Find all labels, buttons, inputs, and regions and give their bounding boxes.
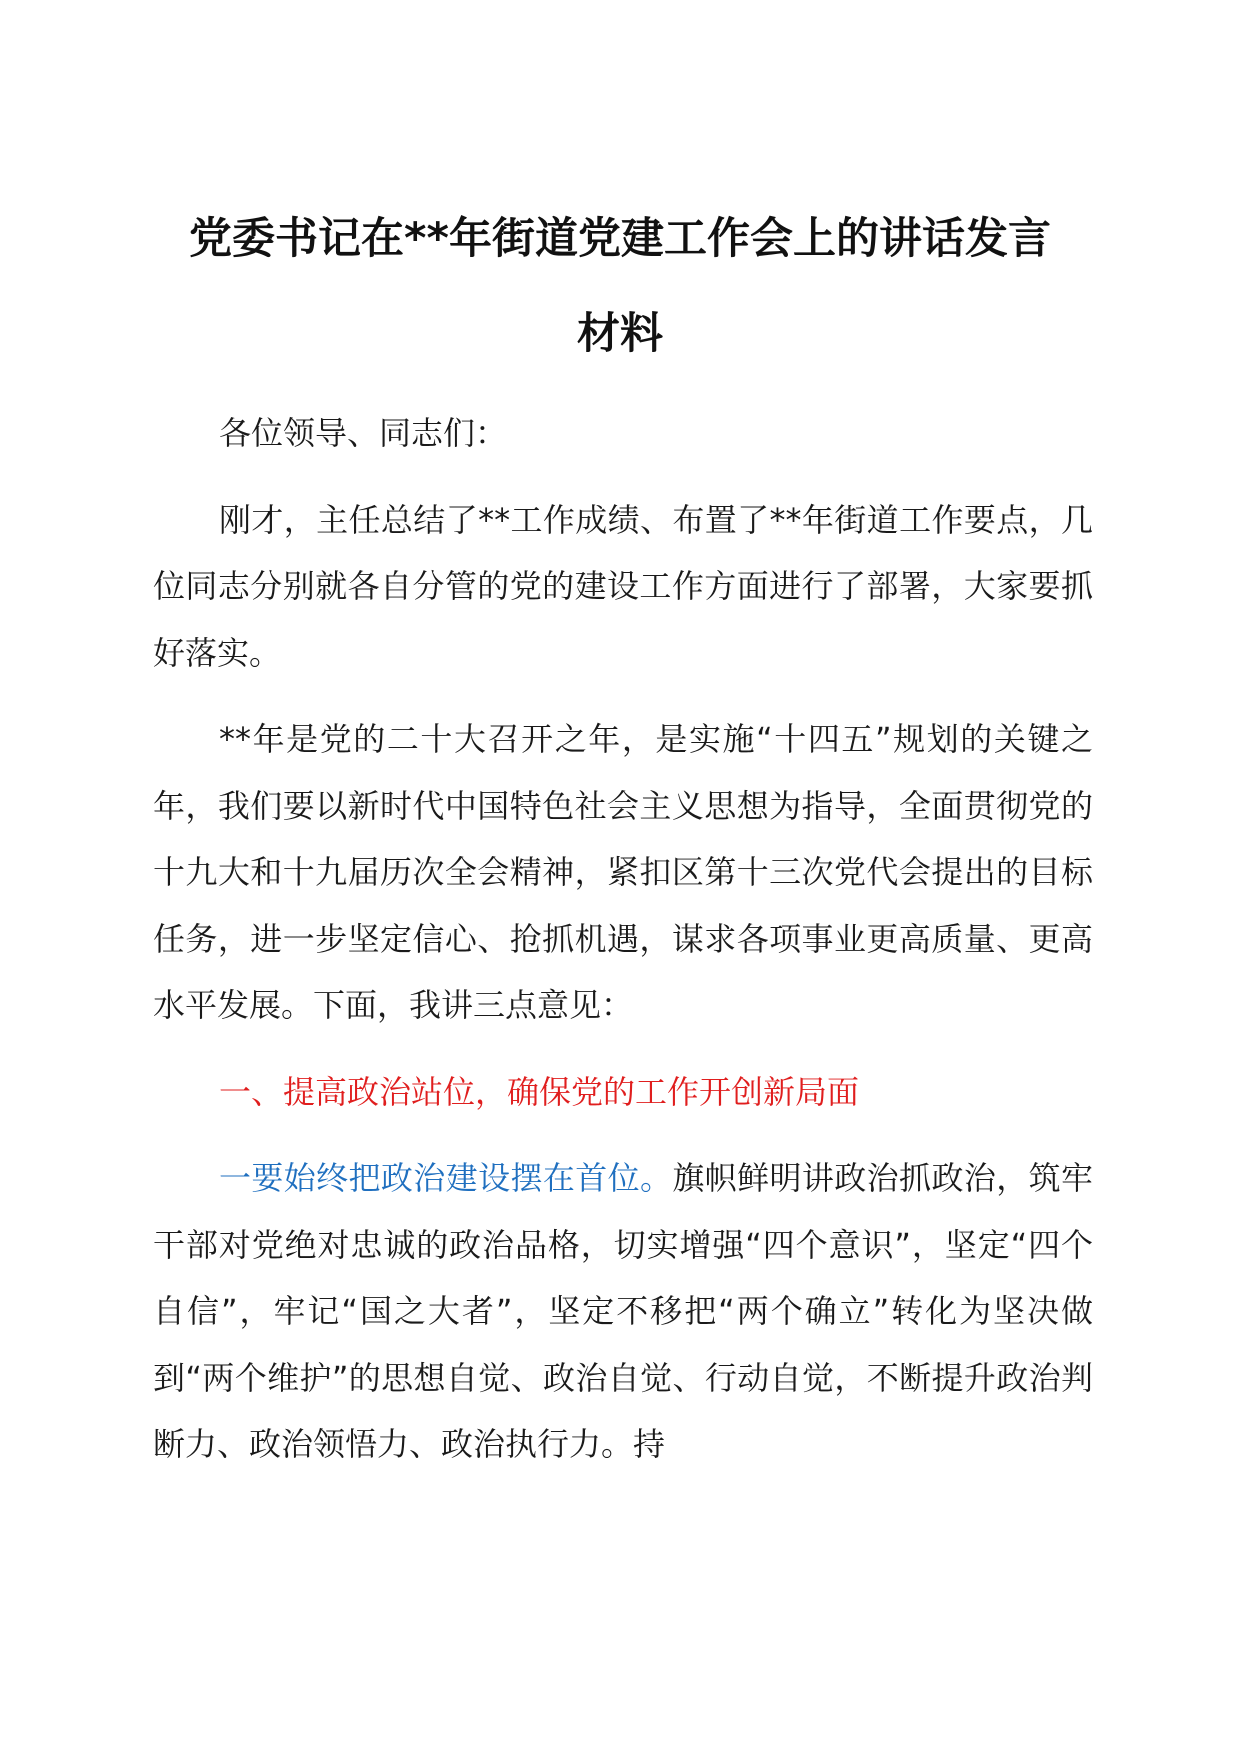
paragraph-context: **年是党的二十大召开之年，是实施“十四五”规划的关键之年，我们要以新时代中国特色社会主义思想为指导，全面贯彻党的十九大和十九届历次全会精神，紧扣区第十三次党代会提出的目标任务，进一步坚定信心、抢抓机遇，谋求各项事业更高质量、更高水平发展。下面，我讲三点意见：: [153, 720, 1093, 1024]
section-1-point-1-text: 旗帜鲜明讲政治抓政治，筑牢干部对党绝对忠诚的政治品格，切实增强“四个意识”，坚定“四个自信”，牢记“国之大者”，坚定不移把“两个确立”转化为坚决做到“两个维护”的思想自觉、政治自觉、行动自觉，不断提升政治判断力、政治领悟力、政治执行力。持: [153, 1159, 1093, 1463]
document-title-line-1: 党委书记在**年街道党建工作会上的讲话发言: [189, 214, 1051, 264]
paragraph-opening: 刚才，主任总结了**工作成绩、布置了**年街道工作要点，几位同志分别就各自分管的党的建设工作方面进行了部署，大家要抓好落实。: [153, 500, 1093, 672]
section-1-heading: 一、提高政治站位，确保党的工作开创新局面: [219, 1072, 860, 1111]
section-1-point-1-lead: 一要始终把政治建设摆在首位。: [219, 1159, 673, 1197]
document-title-line-2: 材料: [577, 309, 663, 359]
salutation: 各位领导、同志们：: [219, 414, 508, 452]
document-body: [153, 400, 1093, 1498]
section-1-point-1: [153, 1145, 1093, 1478]
